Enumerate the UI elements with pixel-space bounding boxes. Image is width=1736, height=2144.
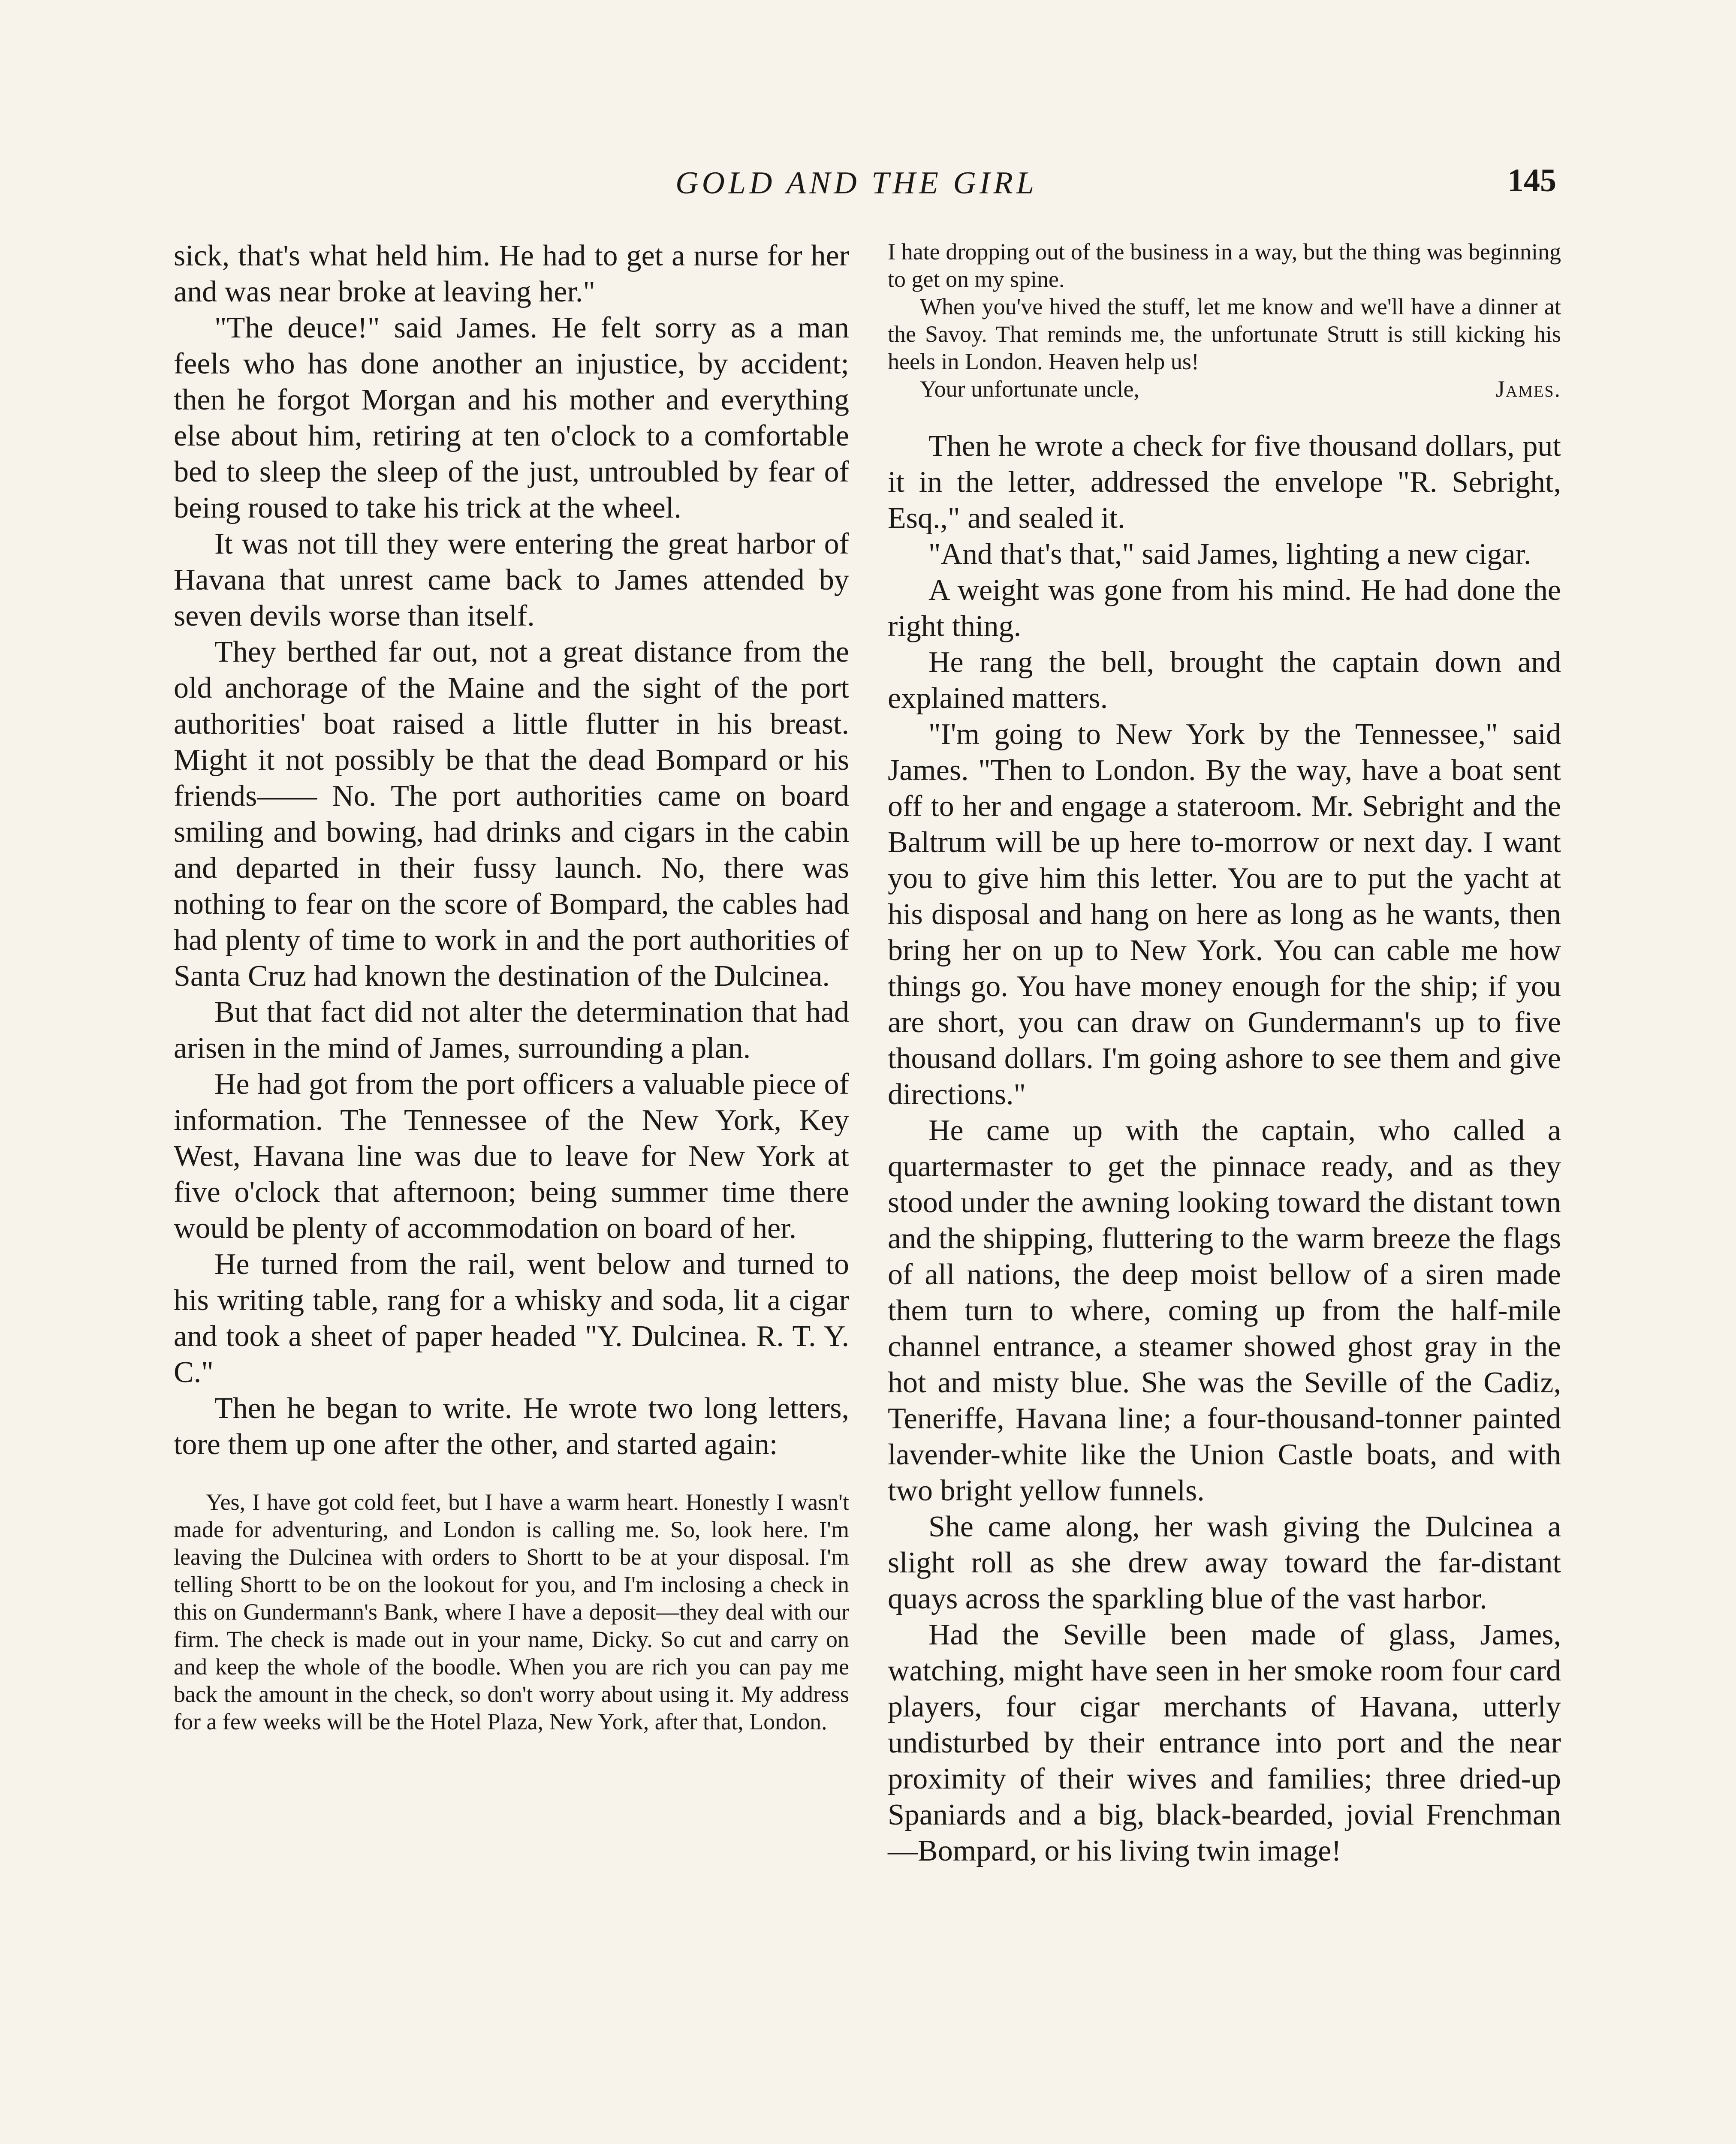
body-paragraph: "And that's that," said James, lighting a new cigar. — [928, 538, 1531, 571]
page-number: 145 — [1507, 163, 1556, 199]
body-paragraph: He had got from the port officers a valuable piece of information. The Tennessee of the New York, Key West, Havana line was due to leave for New York at five o'clock that afternoon; being summer time there would be plenty of accommodation on board of her. — [174, 1068, 849, 1245]
letter-paragraph: I hate dropping out of the business in a way, but the thing was beginning to get on my spine. — [888, 239, 1561, 292]
letter-paragraph: Yes, I have got cold feet, but I have a warm heart. Honestly I wasn't made for adventuring, and London is calling me. So, look here. I'm leaving the Dulcinea with orders to Shortt to be at your disposal. I'm telling Shortt to be on the lookout for you, and I'm inclosing a check in this on Gundermann's Bank, where I have a deposit—they deal with our firm. The check is made out in your name, Dicky. So cut and carry on and keep the whole of the boodle. When you are rich you can pay me back the amount in the check, so don't worry about using it. My address for a few weeks will be the Hotel Plaza, New York, after that, London. — [174, 1489, 849, 1734]
body-paragraph: They berthed far out, not a great distance from the old anchorage of the Maine and the sight of the port authorities' boat raised a little flutter in his breast. Might it not possibly be that the dead Bompard or his friends—— No. The port authorities came on board smiling and bowing, had drinks and cigars in the cabin and departed in their fussy launch. No, there was nothing to fear on the score of Bompard, the cables had had plenty of time to work in and the port authorities of Santa Cruz had known the destination of the Dulcinea. — [174, 635, 849, 993]
left-column — [174, 238, 849, 1735]
body-paragraph: He rang the bell, brought the captain down and explained matters. — [888, 646, 1561, 715]
body-paragraph: Had the Seville been made of glass, James, watching, might have seen in her smoke room four card players, four cigar merchants of Havana, utterly undisturbed by their entrance into port and the near proximity of their wives and families; three dried-up Spaniards and a big, black-bearded, jovial Frenchman—Bompard, or his living twin image! — [888, 1618, 1561, 1867]
body-paragraph: But that fact did not alter the determination that had arisen in the mind of James, surrounding a plan. — [174, 996, 849, 1065]
body-paragraph: A weight was gone from his mind. He had done the right thing. — [888, 574, 1561, 643]
signature-name: James. — [1495, 376, 1561, 402]
body-paragraph: She came along, her wash giving the Dulcinea a slight roll as she drew away toward the far-distant quays across the sparkling blue of the vast harbor. — [888, 1510, 1561, 1615]
right-column — [888, 238, 1561, 1869]
signature-closing: Your unfortunate uncle, — [920, 376, 1139, 402]
running-head: GOLD AND THE GIRL — [675, 166, 1037, 201]
body-paragraph: "I'm going to New York by the Tennessee," said James. "Then to London. By the way, have a boat sent off to her and engage a stateroom. Mr. Sebright and the Baltrum will be up here to-morrow or next day. I want you to give him this letter. You are to put the yacht at his disposal and hang on here as long as he wants, then bring her on up to New York. You can cable me how things go. You have money enough for the ship; if you are short, you can draw on Gundermann's up to five thousand dollars. I'm going ashore to see them and give directions." — [888, 718, 1561, 1111]
body-paragraph: Then he began to write. He wrote two long letters, tore them up one after the other, and started again: — [174, 1392, 849, 1461]
body-paragraph: He came up with the captain, who called a quartermaster to get the pinnace ready, and as they stood under the awning looking toward the distant town and the shipping, fluttering to the warm breeze the flags of all nations, the deep moist bellow of a siren made them turn to where, coming up from the half-mile channel entrance, a steamer showed ghost gray in the hot and misty blue. She was the Seville of the Cadiz, Teneriffe, Havana line; a four-thousand-tonner painted lavender-white like the Union Castle boats, and with two bright yellow funnels. — [888, 1114, 1561, 1507]
body-paragraph: sick, that's what held him. He had to get a nurse for her and was near broke at leaving her." — [174, 239, 849, 308]
letter-block — [888, 238, 1561, 403]
letter-block — [174, 1488, 849, 1735]
body-paragraph: He turned from the rail, went below and turned to his writing table, rang for a whisky and soda, lit a cigar and took a sheet of paper headed "Y. Dulcinea. R. T. Y. C." — [174, 1248, 849, 1389]
letter-signature — [888, 375, 1561, 403]
body-paragraph: It was not till they were entering the great harbor of Havana that unrest came back to James attended by seven devils worse than itself. — [174, 527, 849, 632]
body-paragraph: Then he wrote a check for five thousand dollars, put it in the letter, addressed the envelope "R. Sebright, Esq.," and sealed it. — [888, 430, 1561, 535]
letter-paragraph: When you've hived the stuff, let me know and we'll have a dinner at the Savoy. That reminds me, the unfortunate Strutt is still kicking his heels in London. Heaven help us! — [888, 294, 1561, 374]
body-paragraph: "The deuce!" said James. He felt sorry as a man feels who has done another an injustice, by accident; then he forgot Morgan and his mother and everything else about him, retiring at ten o'clock to a comfortable bed to sleep the sleep of the just, untroubled by fear of being roused to take his trick at the wheel. — [174, 311, 849, 524]
